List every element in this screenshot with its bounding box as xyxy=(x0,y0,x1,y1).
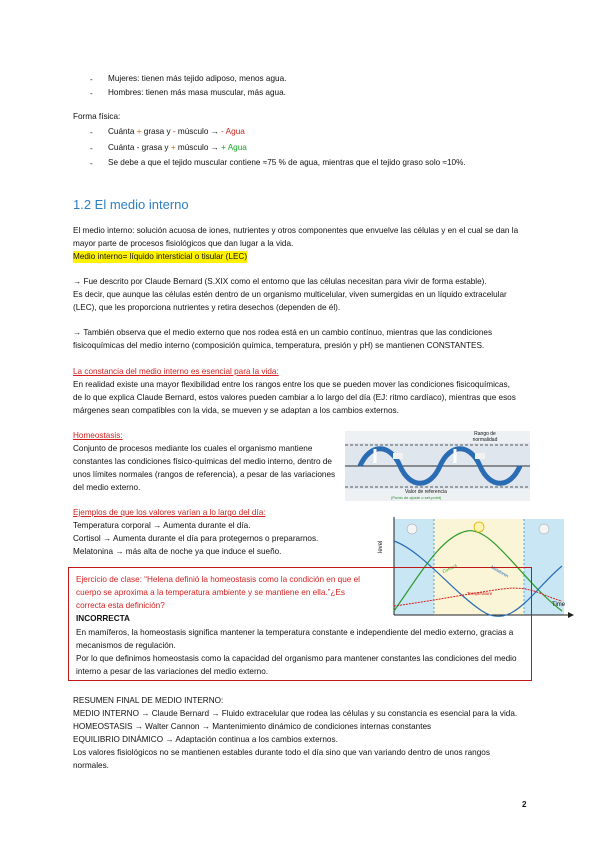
paragraph-line: de lo que explica Claude Bernard, estos valores pueden cambiar a lo largo del día (EJ: ritmo cardíaco), mientras que esos xyxy=(73,393,516,402)
paragraph-line: → Fue descrito por Claude Bernard (S.XIX como el entorno que las células necesitan para vivir de forma estable). xyxy=(73,277,487,286)
summary-title: RESUMEN FINAL DE MEDIO INTERNO: xyxy=(73,696,224,705)
ejemplos-title: Ejemplos de que los valores varían a lo largo del día: xyxy=(73,508,266,517)
paragraph-line: Conjunto de procesos mediante los cuales el organismo mantiene xyxy=(73,444,313,453)
paragraph-line: (LEC), que les proporciona nutrientes y retira desechos (dependen de él). xyxy=(73,303,341,312)
list-item: Hombres: tienen más masa muscular, más agua. xyxy=(108,88,286,97)
paragraph-line: constantes las condiciones físico-químicas del medio interno, dentro de xyxy=(73,457,332,466)
setpoint-label: (Punto de ajuste o set-point) xyxy=(391,495,442,500)
y-axis-label: level xyxy=(378,540,384,553)
summary-line: MEDIO INTERNO → Claude Bernard → Fluido extracelular que rodea las células y su constancia es esencial para la vida. xyxy=(73,709,518,718)
summary-line: normales. xyxy=(73,761,109,770)
summary-line: EQUILIBRIO DINÁMICO → Adaptación continua a los cambios externos. xyxy=(73,735,338,744)
paragraph-line: Es decir, que aunque las células estén dentro de un organismo multicelular, viven sumergidas en un líquido extracelular xyxy=(73,290,507,299)
paragraph-line: En mamíferos, la homeostasis significa mantener la temperatura constante e independiente del medio externo, gracias a xyxy=(76,628,514,637)
reference-label: Valor de referencia xyxy=(405,489,447,495)
paragraph-line: → También observa que el medio externo que nos rodea está en un cambio contínuo, mientras que las condiciones xyxy=(73,328,493,337)
forma-fisica-line-1: Cuánta + grasa y - músculo → - Agua xyxy=(108,127,245,136)
paragraph-line: mecanismos de regulación. xyxy=(76,641,176,650)
exercise-answer: INCORRECTA xyxy=(76,614,130,623)
summary-line: Los valores fisiológicos no se mantienen estables durante todo el día sino que van variando dentro de unos rangos xyxy=(73,748,490,757)
curve-label: Melatonin xyxy=(490,564,510,579)
range-label: Rango de normalidad xyxy=(472,431,498,443)
forma-fisica-line-2: Cuánta - grasa y + músculo → + Agua xyxy=(108,143,247,152)
homeostasis-title: Homeostasis: xyxy=(73,431,123,440)
paragraph-line: El medio interno: solución acuosa de iones, nutrientes y otros componentes que envuelve las células y en el cual se dan la xyxy=(73,226,519,235)
bullet: - xyxy=(90,75,93,84)
paragraph-line: unos límites normales (rangos de referencia), a pesar de las variaciones xyxy=(73,470,336,479)
bullet: - xyxy=(90,89,93,98)
forma-fisica-title: Forma física: xyxy=(73,112,121,121)
paragraph-line: mayor parte de procesos fisiológicos que dan lugar a la vida. xyxy=(73,239,294,248)
paragraph-line: fisicoquímicas del medio interno (composición química, temperatura, presión y pH) se mantienen CONSTANTES. xyxy=(73,341,485,350)
exercise-question: cuerpo se aproxima a la temperatura ambiente y se mantiene en ella.”¿Es xyxy=(76,588,345,597)
paragraph-line: Cortisol → Aumenta durante el día para protegernos o prepararnos. xyxy=(73,534,319,543)
highlight-definition: Medio interno= líquido intersticial o tisular (LEC) xyxy=(73,252,248,261)
forma-fisica-line-3: Se debe a que el tejido muscular contiene ≈75 % de agua, mientras que el tejido graso solo ≈10%. xyxy=(108,158,466,167)
constancia-title: La constancia del medio interno es esencial para la vida: xyxy=(73,367,279,376)
bullet: - xyxy=(90,159,93,168)
exercise-question: correcta esta definición? xyxy=(76,601,165,610)
paragraph-line: interno a pesar de las variaciones del medio externo. xyxy=(76,667,269,676)
curve-label: Cortisol xyxy=(441,563,458,574)
paragraph-line: Temperatura corporal → Aumenta durante el día. xyxy=(73,521,251,530)
curve-label: Temperature xyxy=(467,591,493,596)
exercise-question: Ejercicio de clase: “Helena definió la homeostasis como la condición en que el xyxy=(76,575,360,584)
homeostasis-range-figure xyxy=(345,431,530,501)
paragraph-line: márgenes sean compatibles con la vida, se mueven y se adaptan a los cambios externos. xyxy=(73,406,399,415)
paragraph-line: Por lo que definimos homeostasis como la capacidad del organismo para mantener constantes las condiciones del medio xyxy=(76,654,517,663)
summary-line: HOMEOSTASIS → Walter Cannon → Mantenimiento dinámico de condiciones internas constantes xyxy=(73,722,432,731)
paragraph-line: del medio externo. xyxy=(73,483,141,492)
page-number: 2 xyxy=(522,800,527,809)
paragraph-line: Melatonina → más alta de noche ya que induce el sueño. xyxy=(73,547,282,556)
bullet: - xyxy=(90,144,93,153)
bullet: - xyxy=(90,128,93,137)
section-heading: 1.2 El medio interno xyxy=(73,197,189,212)
paragraph-line: En realidad existe una mayor flexibilidad entre los rangos entre los que se pueden mover las condiciones fisicoquímicas, xyxy=(73,380,510,389)
list-item: Mujeres: tienen más tejido adiposo, menos agua. xyxy=(108,74,287,83)
x-axis-label: Time xyxy=(552,602,566,608)
